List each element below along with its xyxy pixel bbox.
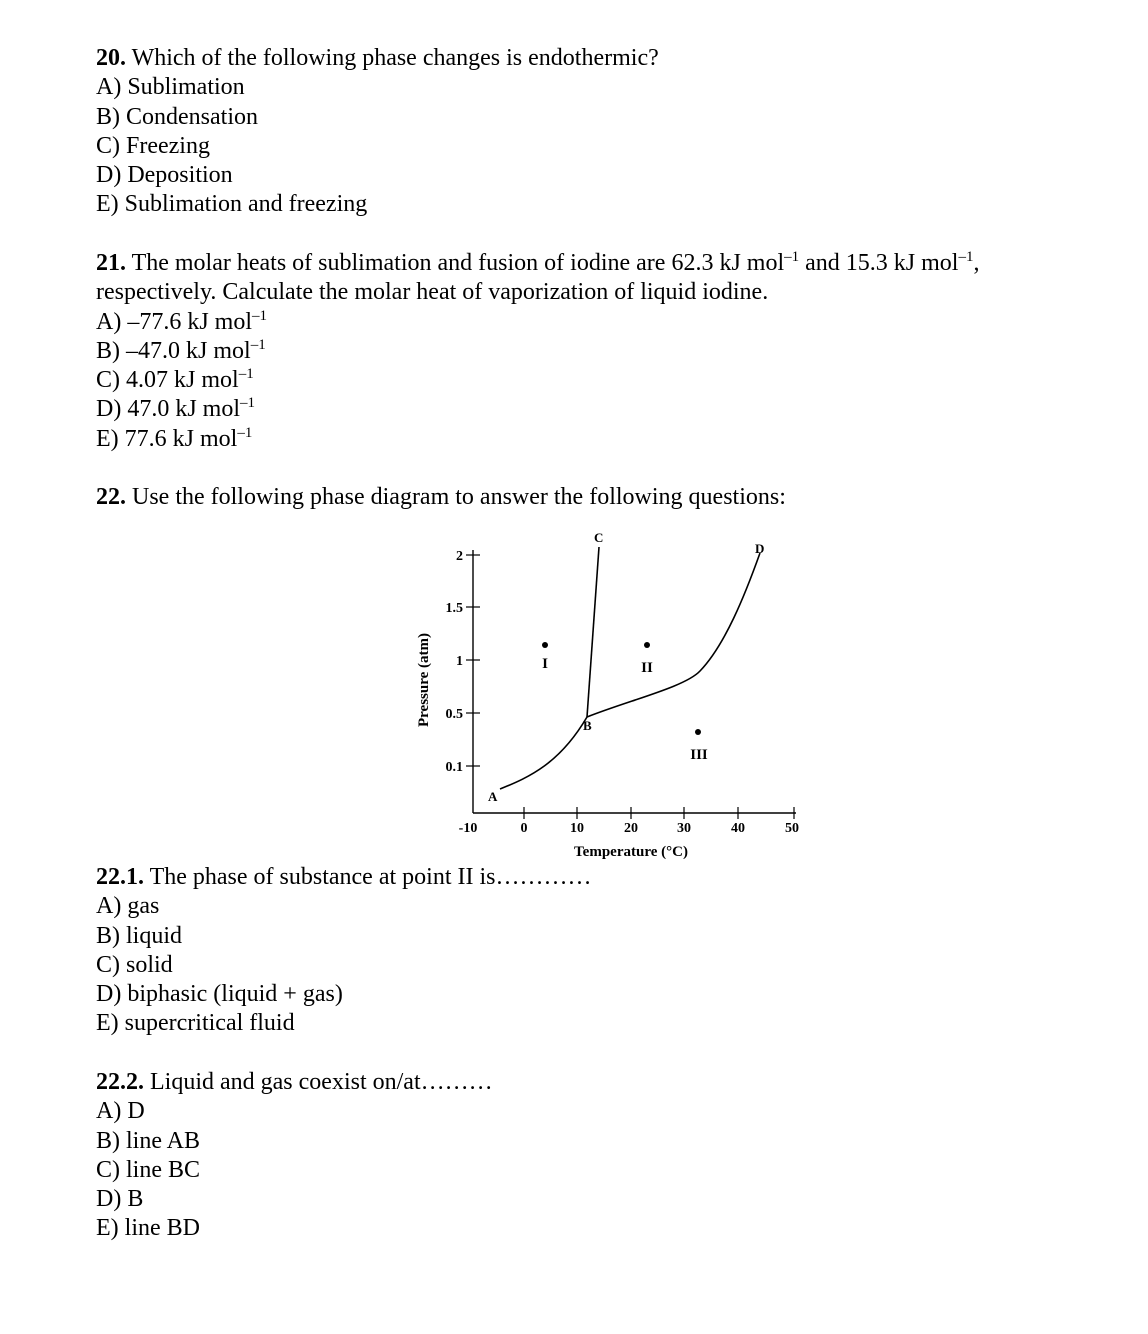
option-a: A) gas [96, 893, 160, 920]
question-22 [96, 483, 786, 512]
x-tick-label: 40 [731, 821, 745, 836]
marked-point-ii [644, 642, 650, 648]
marked-point-iii [695, 729, 701, 735]
option-a: A) D [96, 1098, 145, 1125]
question-22-2-stem: 22.2. Liquid and gas coexist on/at……… [96, 1069, 493, 1095]
question-21-stem-line2: respectively. Calculate the molar heat of vaporization of liquid iodine. [96, 279, 769, 306]
y-tick-label: 2 [456, 549, 463, 564]
y-tick-labels [446, 549, 464, 775]
option-b: B) line AB [96, 1127, 201, 1154]
question-22-1 [96, 863, 591, 1039]
x-tick-label: 10 [570, 821, 584, 836]
option-e: E) Sublimation and freezing [96, 191, 368, 218]
question-20 [96, 44, 659, 220]
question-21-stem: 21. The molar heats of sublimation and fusion of iodine are 62.3 kJ mol$^{-1}$ and 15.3 kJ mol$^{-1}$, [96, 249, 980, 276]
x-tick-labels [459, 821, 799, 836]
option-d: D) 47.0 kJ mol$^{-1}$ [96, 395, 256, 423]
marked-point-i-label: I [542, 656, 548, 672]
y-axis-title: Pressure (atm) [416, 633, 432, 727]
question-21 [96, 249, 1096, 454]
curve-bc [587, 547, 599, 717]
option-b: B) –47.0 kJ mol$^{-1}$ [96, 336, 266, 364]
point-label-c: C [594, 530, 604, 545]
option-b: B) liquid [96, 922, 183, 949]
question-number: 21. [96, 250, 126, 276]
x-tick-label: 0 [520, 821, 528, 836]
marked-point-iii-label: III [690, 747, 708, 763]
y-tick-label: 0.5 [445, 707, 463, 722]
question-number: 20. [96, 45, 126, 71]
y-tick-label: 1.5 [445, 601, 463, 616]
phase-diagram [400, 525, 820, 865]
question-22-1-stem: 22.1. The phase of substance at point II is………… [96, 864, 592, 890]
marked-point-ii-label: II [641, 660, 653, 676]
point-label-d: D [755, 541, 765, 556]
point-label-b: B [583, 718, 592, 733]
point-label-a: A [488, 789, 498, 804]
option-c: C) solid [96, 951, 173, 978]
option-a: A) –77.6 kJ mol$^{-1}$ [96, 307, 268, 335]
question-number: 22.2. [96, 1069, 144, 1095]
option-c: C) line BC [96, 1156, 201, 1183]
option-c: C) 4.07 kJ mol$^{-1}$ [96, 366, 254, 394]
marked-point-i [542, 642, 548, 648]
option-e: E) 77.6 kJ mol$^{-1}$ [96, 424, 253, 452]
x-tick-label: 20 [624, 821, 638, 836]
question-22-stem: 22. Use the following phase diagram to answer the following questions: [96, 484, 786, 510]
x-tick-label: 30 [677, 821, 691, 836]
question-22-2 [96, 1068, 493, 1244]
y-tick-label: 0.1 [445, 760, 463, 775]
x-axis-title: Temperature (°C) [574, 844, 688, 860]
point-letters [488, 530, 764, 804]
x-tick-label: 50 [785, 821, 799, 836]
curve-bd [587, 553, 760, 717]
option-c: C) Freezing [96, 132, 210, 159]
option-d: D) B [96, 1186, 144, 1213]
option-d: D) biphasic (liquid + gas) [96, 981, 343, 1008]
option-e: E) supercritical fluid [96, 1010, 295, 1037]
option-e: E) line BD [96, 1215, 200, 1242]
x-tick-label: -10 [458, 821, 478, 836]
question-20-stem: 20. Which of the following phase changes is endothermic? [96, 45, 659, 71]
option-a: A) Sublimation [96, 74, 245, 101]
option-d: D) Deposition [96, 162, 233, 189]
option-b: B) Condensation [96, 103, 258, 130]
curve-ab [500, 717, 587, 789]
question-number: 22. [96, 484, 126, 510]
y-tick-label: 1 [456, 654, 463, 669]
question-number: 22.1. [96, 864, 144, 890]
